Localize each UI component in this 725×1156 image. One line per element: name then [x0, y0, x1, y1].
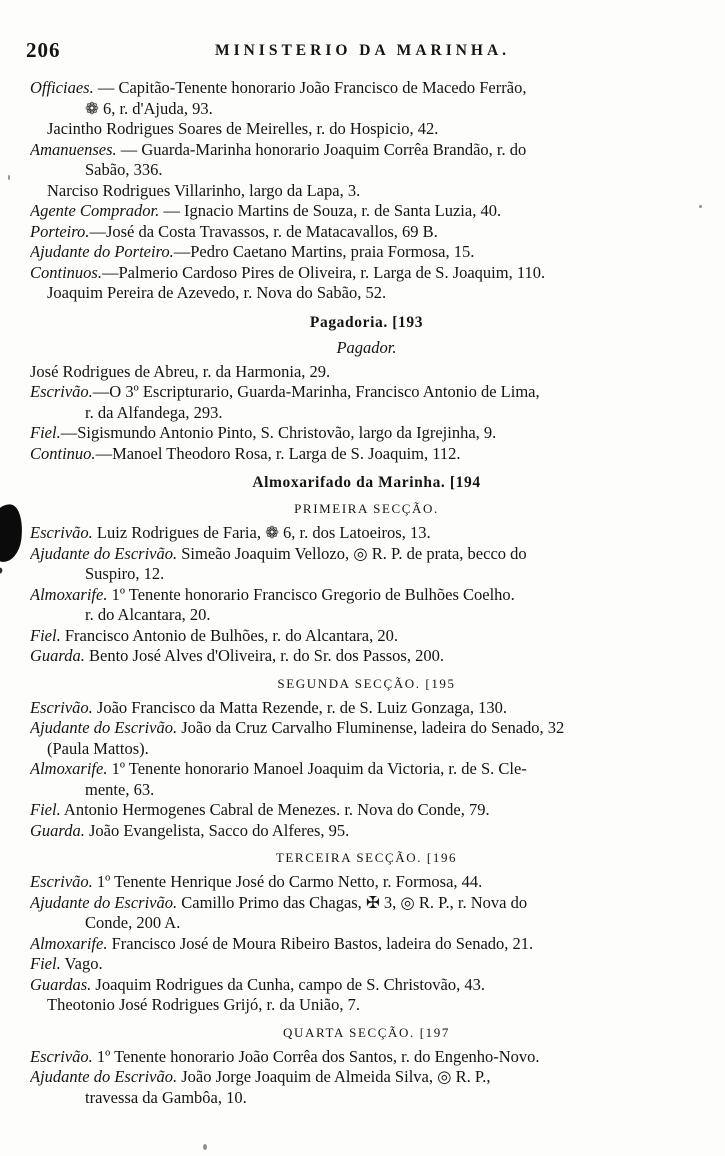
text-line: [30, 403, 703, 424]
text-line: [30, 283, 703, 304]
text-line: [30, 1067, 703, 1088]
text-segment: r. do Alcantara, 20.: [85, 605, 211, 624]
text-segment: Joaquim Rodrigues da Cunha, campo de S. Christovão, 43.: [91, 974, 485, 994]
text-segment: — Guarda-Marinha honorario Joaquim Corrêa Brandão, r. do: [116, 139, 527, 159]
section-heading: Almoxarifado da Marinha. [194: [252, 474, 481, 491]
text-line: [30, 263, 703, 284]
text-line: [30, 242, 703, 263]
text-segment: —Pedro Caetano Martins, praia Formosa, 15.: [173, 242, 475, 261]
text-segment: Francisco Antonio de Bulhões, r. do Alcantara, 20.: [60, 625, 398, 645]
role-label: Escrivão.: [30, 697, 93, 717]
text-line: [30, 893, 703, 914]
role-label: Fiel.: [30, 625, 61, 645]
text-segment: 1º Tenente honorario Francisco Gregorio de Bulhões Coelho.: [107, 584, 515, 604]
text-segment: R. P., r. Nova do: [414, 892, 528, 912]
role-label: Porteiro.: [30, 221, 90, 241]
role-label: Ajudante do Escrivão.: [30, 543, 178, 563]
scan-speck: [8, 175, 10, 180]
text-line: [30, 362, 703, 383]
text-segment: 3,: [379, 892, 401, 912]
text-segment: Conde, 200 A.: [85, 913, 181, 932]
text-line: [30, 913, 703, 934]
text-line: [30, 1088, 703, 1109]
text-line: [30, 119, 703, 140]
text-line: [30, 222, 703, 243]
text-line: [30, 160, 703, 181]
text-segment: João da Cruz Carvalho Fluminense, ladeira do Senado, 32: [177, 718, 565, 737]
role-label: Fiel.: [30, 423, 61, 442]
ink-blot-artifact: [0, 502, 25, 564]
circled-medal-icon: ◎: [437, 1067, 452, 1086]
role-label: Almoxarife.: [30, 933, 108, 953]
text-line: [30, 954, 703, 975]
role-label: Escrivão.: [30, 1046, 93, 1066]
role-label: Guarda.: [30, 820, 85, 840]
text-segment: João Francisco da Matta Rezende, r. de S. Luiz Gonzaga, 130.: [92, 697, 507, 717]
text-line: [30, 821, 703, 842]
circled-medal-icon: ◎: [400, 892, 415, 912]
role-label: Almoxarife.: [30, 759, 108, 778]
text-segment: —Sigismundo Antonio Pinto, S. Christovão, largo da Igrejinha, 9.: [60, 423, 497, 442]
text-segment: Bento José Alves d'Oliveira, r. do Sr. dos Passos, 200.: [84, 646, 444, 665]
rosette-medal-icon: ❁: [265, 523, 279, 542]
role-label: Guarda.: [30, 646, 85, 665]
role-label: Guardas.: [30, 974, 92, 994]
text-segment: Vago.: [60, 954, 103, 973]
text-line: [30, 564, 703, 585]
text-segment: Joaquim Pereira de Azevedo, r. Nova do Sabão, 52.: [47, 283, 387, 302]
role-label: Agente Comprador.: [30, 201, 160, 220]
text-segment: Camillo Primo das Chagas,: [177, 892, 366, 912]
text-line: [30, 99, 703, 120]
section-caps-heading: PRIMEIRA SECÇÃO.: [294, 501, 439, 516]
text-segment: —Manoel Theodoro Rosa, r. Larga de S. Joaquim, 112.: [95, 443, 461, 463]
role-label: Ajudante do Porteiro.: [30, 242, 174, 261]
section-caps-heading: TERCEIRA SECÇÃO. [196: [275, 850, 458, 865]
role-label: Continuo.: [30, 443, 96, 463]
cross-medal-icon: ✠: [365, 892, 380, 912]
role-label: Ajudante do Escrivão.: [30, 892, 178, 912]
role-label: Continuos.: [30, 262, 102, 282]
role-label: Ajudante do Escrivão.: [30, 1067, 178, 1086]
text-segment: travessa da Gambôa, 10.: [85, 1087, 247, 1107]
role-label: Escrivão.: [30, 872, 93, 891]
section-caps-heading: QUARTA SECÇÃO. [197: [283, 1024, 450, 1040]
text-segment: — Ignacio Martins de Souza, r. de Santa Luzia, 40.: [159, 201, 502, 220]
text-line: [30, 423, 703, 444]
text-line: [30, 585, 703, 606]
text-line: [30, 759, 703, 780]
text-line: [30, 544, 703, 565]
text-line: [30, 181, 703, 202]
text-line: [30, 934, 703, 955]
text-segment: Luiz Rodrigues de Faria,: [92, 523, 266, 542]
page-title: MINISTERIO DA MARINHA.: [214, 42, 511, 59]
text-segment: mente, 63.: [85, 779, 155, 799]
scan-speck: [203, 1144, 207, 1150]
role-label: Fiel.: [30, 800, 61, 819]
role-label: Officiaes.: [30, 78, 94, 97]
page-number: 206: [26, 38, 61, 62]
text-line: [30, 872, 703, 893]
text-line: [30, 201, 703, 222]
text-segment: João Evangelista, Sacco do Alferes, 95.: [84, 820, 350, 840]
text-line: [30, 646, 703, 667]
text-segment: Suspiro, 12.: [85, 564, 165, 583]
text-segment: Simeão Joaquim Vellozo,: [177, 543, 354, 563]
text-segment: João Jorge Joaquim de Almeida Silva,: [177, 1067, 438, 1086]
text-segment: 6, r. dos Latoeiros, 13.: [278, 523, 431, 542]
text-segment: — Capitão-Tenente honorario João Francisco de Macedo Ferrão,: [93, 78, 527, 97]
text-line: [30, 975, 703, 996]
text-line: [30, 382, 703, 403]
text-segment: Narciso Rodrigues Villarinho, largo da Lapa, 3.: [47, 180, 361, 200]
text-segment: 1º Tenente honorario Manoel Joaquim da Victoria, r. de S. Cle-: [107, 759, 527, 778]
text-segment: R. P.,: [451, 1067, 491, 1086]
text-segment: Francisco José de Moura Ribeiro Bastos, ladeira do Senado, 21.: [107, 933, 534, 953]
text-segment: Jacintho Rodrigues Soares de Meirelles, r. do Hospicio, 42.: [47, 119, 439, 138]
text-segment: Theotonio José Rodrigues Grijó, r. da União, 7.: [47, 995, 361, 1014]
text-segment: 1º Tenente Henrique José do Carmo Netto, r. Formosa, 44.: [92, 872, 483, 891]
text-segment: R. P. de prata, becco do: [367, 543, 527, 563]
role-label: Escrivão.: [30, 382, 93, 401]
section-caps-heading: SEGUNDA SECÇÃO. [195: [277, 675, 456, 691]
text-line: [30, 1047, 703, 1068]
text-line: [30, 698, 703, 719]
text-line: [30, 523, 703, 544]
role-label: Almoxarife.: [30, 584, 108, 604]
circled-medal-icon: ◎: [353, 543, 368, 563]
text-segment: r. da Alfandega, 293.: [85, 402, 223, 422]
text-line: [30, 444, 703, 465]
rosette-medal-icon: ❁: [85, 98, 99, 118]
text-line: [30, 78, 703, 99]
role-label: Fiel.: [30, 954, 61, 973]
subsection-heading: Pagador.: [336, 337, 397, 357]
text-segment: Antonio Hermogenes Cabral de Menezes. r. Nova do Conde, 79.: [60, 800, 490, 819]
text-segment: Sabão, 336.: [85, 160, 163, 179]
text-segment: 1º Tenente honorario João Corrêa dos Santos, r. do Engenho-Novo.: [92, 1046, 540, 1066]
text-segment: José Rodrigues de Abreu, r. da Harmonia, 29.: [30, 361, 331, 381]
role-label: Escrivão.: [30, 523, 93, 542]
text-segment: —Palmerio Cardoso Pires de Oliveira, r. Larga de S. Joaquim, 110.: [101, 262, 546, 282]
text-line: [30, 800, 703, 821]
text-line: [30, 605, 703, 626]
text-line: [30, 780, 703, 801]
page-body: [30, 78, 703, 1108]
scan-speck: [699, 205, 702, 208]
text-segment: —O 3º Escripturario, Guarda-Marinha, Francisco Antonio de Lima,: [92, 382, 540, 401]
text-segment: 6, r. d'Ajuda, 93.: [98, 98, 213, 118]
text-line: [30, 140, 703, 161]
text-line: [30, 626, 703, 647]
section-heading: Pagadoria. [193: [309, 313, 424, 331]
text-line: [30, 718, 703, 739]
role-label: Amanuenses.: [30, 139, 117, 159]
text-segment: —José da Costa Travassos, r. de Matacavallos, 69 B.: [89, 221, 438, 241]
role-label: Ajudante do Escrivão.: [30, 718, 178, 737]
text-segment: (Paula Mattos).: [47, 738, 149, 758]
text-line: [30, 739, 703, 760]
text-line: [30, 995, 703, 1016]
